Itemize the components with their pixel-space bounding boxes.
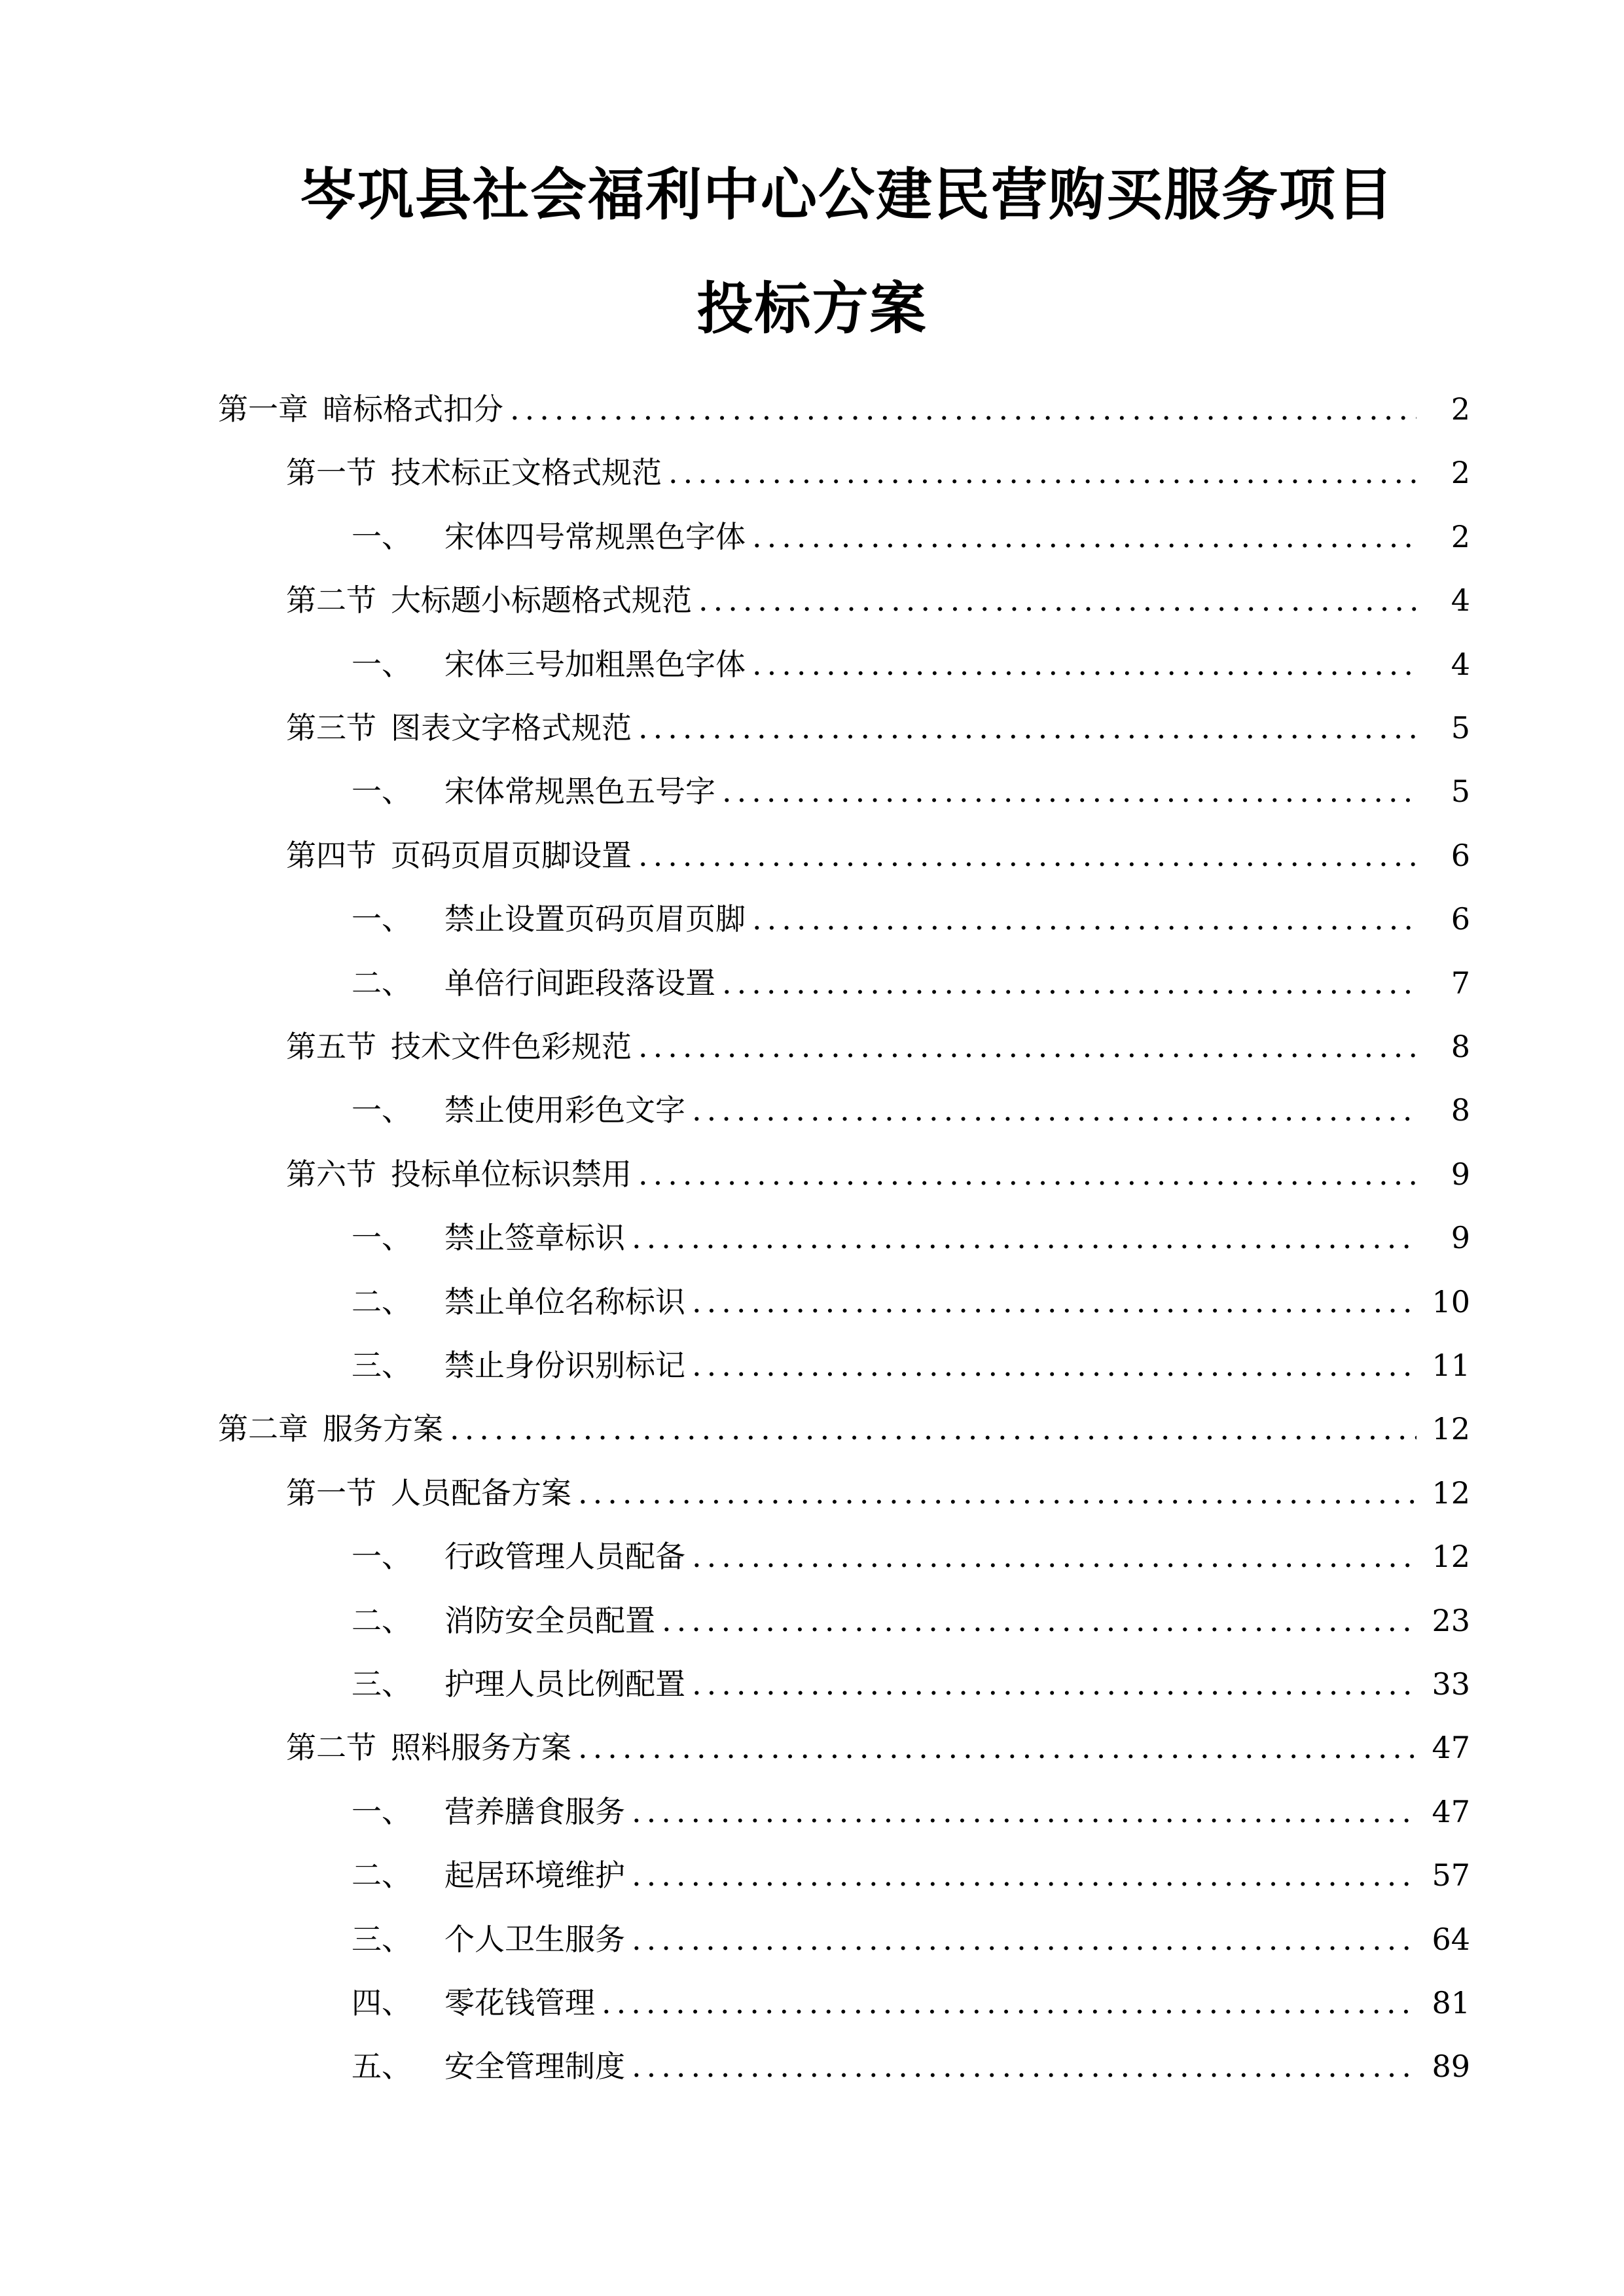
toc-leader-dots [692,1661,1416,1707]
toc-entry-number: 第四节 [286,837,376,873]
toc-entry-number: 三、 [352,1348,412,1383]
toc-leader-dots [632,2043,1416,2089]
toc-entry-label: 宋体四号常规黑色字体 [444,518,746,554]
toc-entry-label: 技术标正文格式规范 [391,455,662,491]
toc-entry-page-number: 64 [1432,1921,1470,1957]
toc-entry-number: 四、 [352,1985,412,2020]
toc-entry[interactable] [352,2043,1470,2089]
toc-entry-number: 第一节 [286,1475,376,1511]
toc-entry[interactable] [352,1789,1470,1835]
toc-entry-label: 个人卫生服务 [444,1921,625,1957]
toc-entry-page-number: 81 [1432,1985,1470,2020]
toc-entry-page-number: 6 [1451,901,1470,937]
toc-entry[interactable] [286,705,1470,751]
toc-entry[interactable] [286,577,1470,623]
toc-entry-page-number: 11 [1432,1348,1470,1383]
toc-leader-dots [602,1980,1416,2026]
toc-entry-number: 三、 [352,1666,412,1702]
toc-entry-number: 一、 [352,1092,412,1128]
toc-entry-label: 单倍行间距段落设置 [444,965,715,1001]
toc-entry-number: 第六节 [286,1156,376,1192]
toc-leader-dots [662,1598,1416,1643]
toc-entry-label: 暗标格式扣分 [323,391,503,427]
toc-entry-page-number: 5 [1451,710,1470,745]
toc-entry[interactable] [352,768,1470,814]
toc-entry-page-number: 4 [1451,646,1470,682]
toc-entry[interactable] [352,1598,1470,1643]
toc-entry-page-number: 12 [1432,1539,1470,1575]
toc-entry-label: 技术文件色彩规范 [391,1029,632,1064]
toc-entry-number: 五、 [352,2049,412,2085]
toc-entry-number: 第二章 [218,1411,308,1447]
toc-entry-number: 第二节 [286,1730,376,1766]
toc-entry[interactable] [218,1406,1470,1452]
toc-leader-dots [692,1534,1416,1579]
toc-leader-dots [722,960,1416,1006]
toc-entry[interactable] [286,1725,1470,1770]
toc-entry-label: 页码页眉页脚设置 [391,837,632,873]
toc-entry-number: 一、 [352,646,412,682]
toc-entry[interactable] [352,1661,1470,1707]
toc-entry-label: 大标题小标题格式规范 [391,583,692,619]
toc-entry-number: 一、 [352,518,412,554]
toc-entry-label: 营养膳食服务 [444,1793,625,1829]
toc-entry[interactable] [352,1342,1470,1388]
toc-leader-dots [752,896,1416,942]
toc-entry-number: 一、 [352,1793,412,1829]
toc-leader-dots [450,1406,1416,1452]
toc-entry-label: 禁止签章标识 [444,1220,625,1256]
toc-entry-number: 第三节 [286,710,376,745]
toc-leader-dots [752,641,1416,687]
toc-entry-label: 照料服务方案 [391,1730,571,1766]
toc-entry[interactable] [352,1852,1470,1898]
toc-entry[interactable] [286,450,1470,495]
toc-entry-label: 禁止单位名称标识 [444,1283,685,1319]
toc-entry[interactable] [352,1279,1470,1325]
toc-entry-page-number: 47 [1432,1793,1470,1829]
toc-leader-dots [632,1852,1416,1898]
toc-entry-page-number: 2 [1451,455,1470,491]
toc-entry-page-number: 8 [1451,1092,1470,1128]
toc-entry-number: 第二节 [286,583,376,619]
toc-entry-page-number: 6 [1451,837,1470,873]
toc-leader-dots [692,1087,1416,1133]
toc-entry-number: 二、 [352,1857,412,1893]
toc-entry-label: 禁止身份识别标记 [444,1348,685,1383]
toc-entry-number: 一、 [352,901,412,937]
toc-leader-dots [632,1789,1416,1835]
toc-entry[interactable] [286,1151,1470,1197]
toc-entry-page-number: 12 [1432,1411,1470,1447]
toc-entry-label: 人员配备方案 [391,1475,571,1511]
toc-entry-number: 二、 [352,965,412,1001]
toc-entry[interactable] [352,960,1470,1006]
toc-entry-number: 三、 [352,1921,412,1957]
document-title-line-2: 投标方案 [696,276,928,342]
toc-entry-label: 安全管理制度 [444,2049,625,2085]
toc-leader-dots [692,1342,1416,1388]
toc-entry-label: 起居环境维护 [444,1857,625,1893]
toc-entry-label: 服务方案 [323,1411,443,1447]
toc-entry-number: 第一节 [286,455,376,491]
toc-entry-label: 宋体三号加粗黑色字体 [444,646,746,682]
toc-entry-page-number: 89 [1432,2049,1470,2085]
toc-entry-label: 宋体常规黑色五号字 [444,774,715,810]
toc-leader-dots [692,1279,1416,1325]
toc-entry-label: 零花钱管理 [444,1985,595,2020]
toc-entry-page-number: 57 [1432,1857,1470,1893]
toc-entry-page-number: 5 [1451,774,1470,810]
toc-leader-dots [578,1725,1416,1770]
toc-entry-number: 一、 [352,774,412,810]
toc-entry-page-number: 2 [1451,518,1470,554]
toc-entry-page-number: 23 [1432,1602,1470,1638]
toc-leader-dots [638,1151,1416,1197]
toc-entry-number: 二、 [352,1602,412,1638]
toc-entry-page-number: 9 [1451,1220,1470,1256]
toc-leader-dots [638,705,1416,751]
toc-entry-label: 图表文字格式规范 [391,710,632,745]
toc-entry-label: 禁止设置页码页眉页脚 [444,901,746,937]
toc-leader-dots [668,450,1416,495]
toc-entry[interactable] [352,514,1470,560]
toc-leader-dots [698,577,1416,623]
toc-entry[interactable] [352,1087,1470,1133]
toc-entry[interactable] [352,1215,1470,1261]
toc-leader-dots [632,1215,1416,1261]
toc-entry-label: 禁止使用彩色文字 [444,1092,685,1128]
toc-entry-number: 二、 [352,1283,412,1319]
toc-entry-page-number: 12 [1432,1475,1470,1511]
toc-entry-page-number: 33 [1432,1666,1470,1702]
toc-entry[interactable] [352,896,1470,942]
toc-entry-label: 护理人员比例配置 [444,1666,685,1702]
toc-entry-label: 行政管理人员配备 [444,1539,685,1575]
toc-entry[interactable] [218,386,1470,432]
toc-entry-number: 第五节 [286,1029,376,1064]
toc-entry-number: 一、 [352,1539,412,1575]
toc-entry-number: 第一章 [218,391,308,427]
toc-entry[interactable] [286,833,1470,878]
toc-leader-dots [632,1916,1416,1962]
toc-entry-page-number: 9 [1451,1156,1470,1192]
toc-entry-page-number: 8 [1451,1029,1470,1064]
toc-leader-dots [752,514,1416,560]
toc-entry-page-number: 4 [1451,583,1470,619]
toc-entry[interactable] [352,1534,1470,1579]
toc-entry[interactable] [352,641,1470,687]
toc-entry-number: 一、 [352,1220,412,1256]
toc-leader-dots [638,1024,1416,1069]
toc-leader-dots [722,768,1416,814]
toc-leader-dots [510,386,1416,432]
toc-entry-label: 投标单位标识禁用 [391,1156,632,1192]
toc-entry-page-number: 47 [1432,1730,1470,1766]
toc-entry[interactable] [286,1470,1470,1516]
document-title-line-1: 岑巩县社会福利中心公建民营购买服务项目 [300,162,1394,228]
toc-entry[interactable] [352,1980,1470,2026]
toc-entry-page-number: 7 [1451,965,1470,1001]
toc-entry[interactable] [286,1024,1470,1069]
toc-entry-page-number: 2 [1451,391,1470,427]
toc-leader-dots [638,833,1416,878]
toc-leader-dots [578,1470,1416,1516]
toc-entry-label: 消防安全员配置 [444,1602,655,1638]
toc-entry-page-number: 10 [1432,1283,1470,1319]
toc-entry[interactable] [352,1916,1470,1962]
